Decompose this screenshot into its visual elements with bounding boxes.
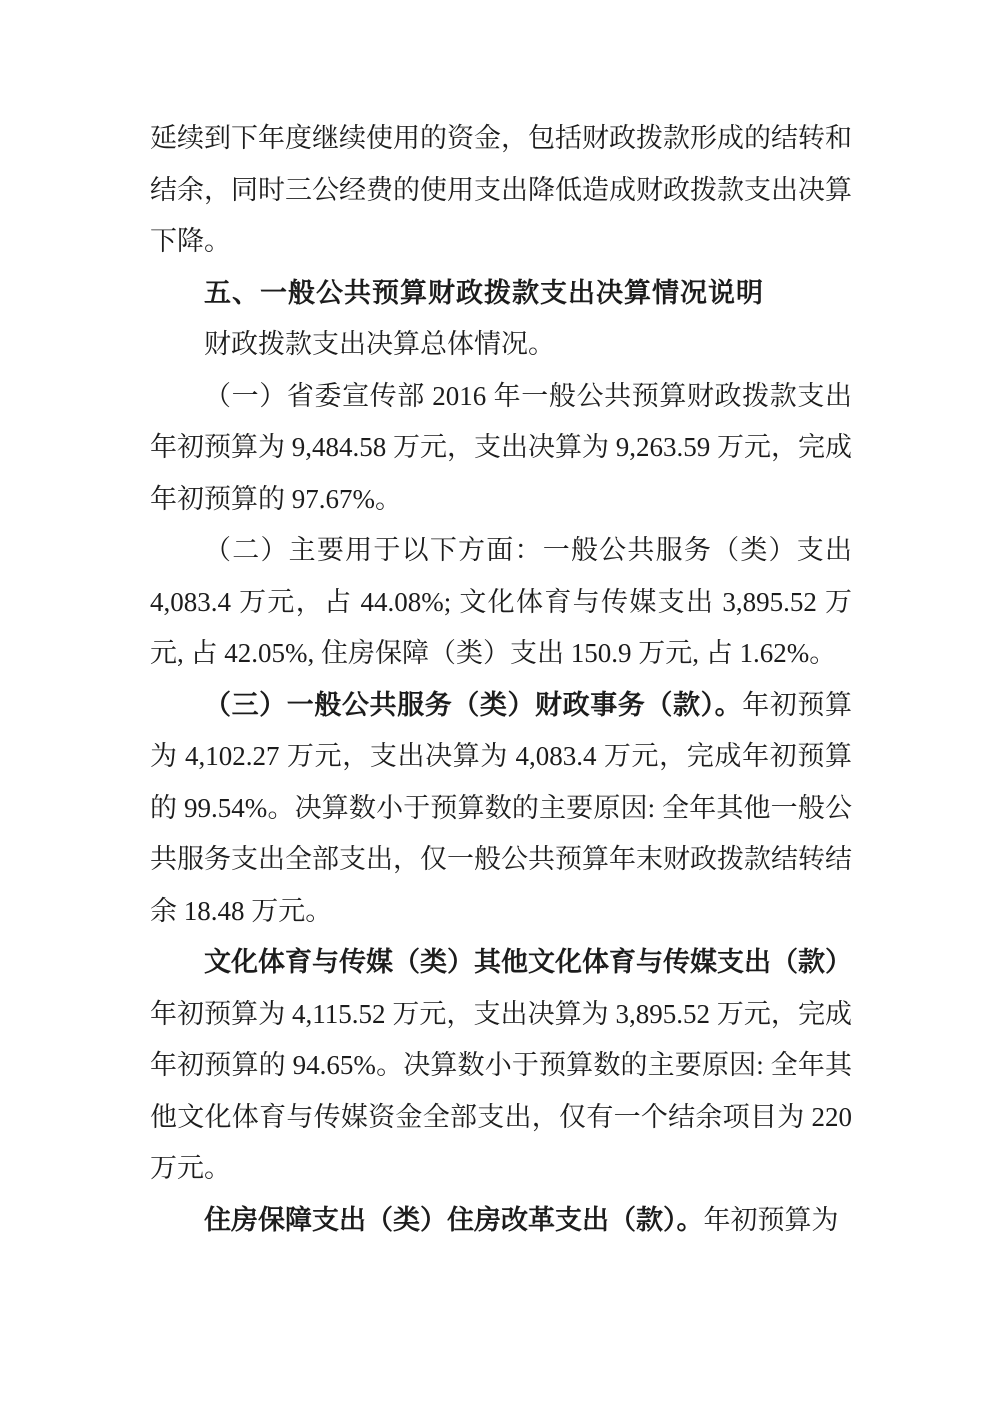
paragraph: [150, 937, 852, 1195]
bold-text-run: （三）一般公共服务（类）财政事务（款）。: [204, 689, 743, 720]
text-run: （二）主要用于以下方面：一般公共服务（类）支出 4,083.4 万元，占 44.08%; 文化体育与传媒支出 3,895.52 万元, 占 42.05%, 住房保障（类）支出 150.9 万元, 占 1.62%。: [150, 535, 852, 668]
text-run: （一）省委宣传部 2016 年一般公共预算财政拨款支出年初预算为 9,484.58 万元，支出决算为 9,263.59 万元，完成年初预算的 97.67%。: [150, 380, 852, 514]
text-run: 延续到下年度继续使用的资金，包括财政拨款形成的结转和结余，同时三公经费的使用支出降低造成财政拨款支出决算下降。: [150, 123, 852, 256]
paragraph: [150, 319, 852, 371]
paragraph: [150, 371, 852, 526]
text-run: 年初预算为 4,115.52 万元，支出决算为 3,895.52 万元，完成年初预算的 94.65%。决算数小于预算数的主要原因: 全年其他文化体育与传媒资金全部支出，仅有一个结余项目为 220 万元。: [150, 998, 852, 1183]
paragraph: [150, 680, 852, 938]
document-body: [150, 113, 852, 1246]
bold-text-run: 五、一般公共预算财政拨款支出决算情况说明: [204, 277, 764, 308]
bold-text-run: 文化体育与传媒（类）其他文化体育与传媒支出（款）: [204, 947, 852, 977]
text-run: 年初预算为 4,102.27 万元，支出决算为 4,083.4 万元，完成年初预算的 99.54%。决算数小于预算数的主要原因: 全年其他一般公共服务支出全部支出，仅一般公共预算年末财政拨款结转结余 18.48 万元。: [150, 689, 853, 926]
section-heading: [150, 268, 852, 320]
bold-text-run: 住房保障支出（类）住房改革支出（款）。: [204, 1204, 704, 1235]
paragraph: [150, 113, 852, 268]
text-run: 年初预算为: [703, 1204, 839, 1235]
paragraph: [150, 1195, 852, 1247]
text-run: 财政拨款支出决算总体情况。: [204, 329, 555, 359]
paragraph: [150, 525, 852, 680]
